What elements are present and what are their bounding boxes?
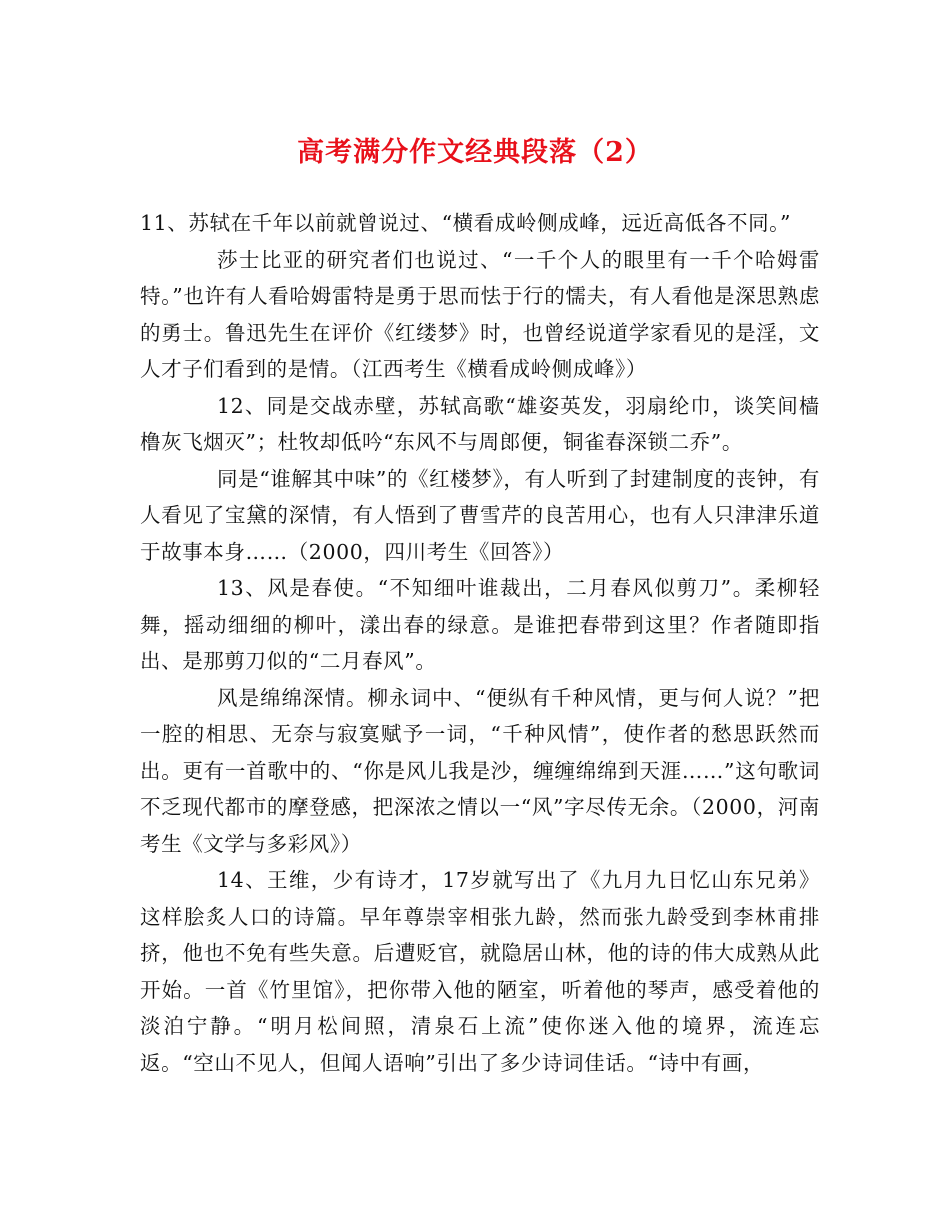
paragraph: 11、苏轼在千年以前就曾说过、“横看成岭侧成峰，远近高低各不同。”	[140, 211, 792, 235]
paragraph: 12、同是交战赤壁，苏轼高歌“雄姿英发，羽扇纶巾，谈笑间樯橹灰飞烟灭”；杜牧却低吟“东风不与周郎便，铜雀春深锁二乔”。	[140, 393, 820, 454]
paragraph: 风是绵绵深情。柳永词中、“便纵有千种风情，更与何人说？”把一腔的相思、无奈与寂寞赋予一词，“千种风情”，使作者的愁思跃然而出。更有一首歌中的、“你是风儿我是沙，缠缠绵绵到天涯……”这句歌词不乏现代都市的摩登感，把深浓之情以一“风”字尽传无余。（2000，河南考生《文学与多彩风》）	[140, 685, 820, 856]
page-title: 高考满分作文经典段落（2）	[297, 137, 653, 168]
paragraph: 同是“谁解其中味”的《红楼梦》，有人听到了封建制度的丧钟，有人看见了宝黛的深情，有人悟到了曹雪芹的良苦用心，也有人只津津乐道于故事本身……（2000，四川考生《回答》）	[140, 466, 820, 564]
paragraph: 莎士比亚的研究者们也说过、“一千个人的眼里有一千个哈姆雷特。”也许有人看哈姆雷特是勇于思而怯于行的懦夫，有人看他是深思熟虑的勇士。鲁迅先生在评价《红缕梦》时，也曾经说道学家看见的是淫，文人才子们看到的是情。（江西考生《横看成岭侧成峰》）	[140, 247, 820, 381]
article-body	[140, 205, 820, 1081]
paragraph: 13、风是春使。“不知细叶谁裁出，二月春风似剪刀”。柔柳轻舞，摇动细细的柳叶，漾出春的绿意。是谁把春带到这里？作者随即指出、是那剪刀似的“二月春风”。	[140, 576, 820, 673]
paragraph: 14、王维，少有诗才，17岁就写出了《九月九日忆山东兄弟》这样脍炙人口的诗篇。早年尊崇宰相张九龄，然而张九龄受到李林甫排挤，他也不免有些失意。后遭贬官，就隐居山林，他的诗的伟大成熟从此开始。一首《竹里馆》，把你带入他的陋室，听着他的琴声，感受着他的淡泊宁静。“明月松间照，清泉石上流”使你迷入他的境界，流连忘返。“空山不见人，但闻人语响”引出了多少诗词佳话。“诗中有画，	[140, 868, 820, 1075]
